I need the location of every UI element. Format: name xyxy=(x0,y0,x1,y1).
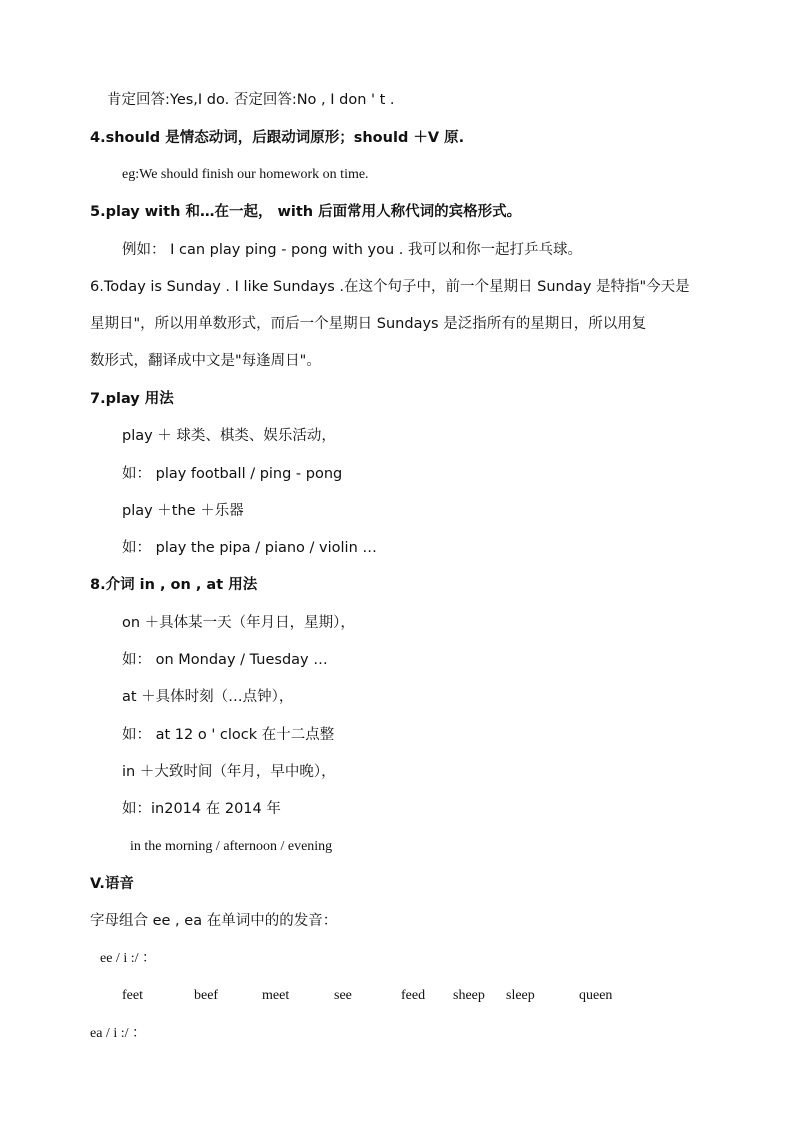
section-5-heading: 5.play with 和…在一起， with 后面常用人称代词的宾格形式。 xyxy=(90,204,522,220)
affirmative-negative-answer-line: 肯定回答:Yes,I do. 否定回答:No , I don ' t . xyxy=(107,92,395,108)
example-play-with: 例如： I can play ping - pong with you . 我可以和你一起打乒乓球。 xyxy=(122,242,582,258)
section-4-heading: 4.should 是情态动词，后跟动词原形；should ＋V 原. xyxy=(90,130,465,146)
in-example-year: 如：in2014 在 2014 年 xyxy=(122,801,281,817)
on-example: 如： on Monday / Tuesday … xyxy=(122,652,328,668)
word-feed: feed xyxy=(401,988,426,1003)
section-8-heading: 8.介词 in , on , at 用法 xyxy=(90,577,258,593)
word-see: see xyxy=(334,988,352,1003)
word-queen: queen xyxy=(579,988,613,1003)
ea-phonetic-label: ea / i :/ ： xyxy=(90,1026,146,1041)
ee-phonetic-label: ee / i :/ ： xyxy=(100,951,156,966)
in-rule: in ＋大致时间（年月，早中晚）， xyxy=(122,764,336,780)
play-ball-games-example: 如： play football / ping - pong xyxy=(122,466,343,482)
letter-combination-intro: 字母组合 ee , ea 在单词中的的发音： xyxy=(90,913,338,929)
word-meet: meet xyxy=(262,988,290,1003)
section-7-heading: 7.play 用法 xyxy=(90,391,174,407)
section-6-line-3: 数形式，翻译成中文是"每逢周日"。 xyxy=(90,353,321,369)
play-instruments-rule: play ＋the ＋乐器 xyxy=(122,503,244,519)
word-sheep: sheep xyxy=(453,988,485,1003)
in-example-times-of-day: in the morning / afternoon / evening xyxy=(130,839,333,854)
at-example: 如： at 12 o ' clock 在十二点整 xyxy=(122,727,335,743)
section-6-line-2: 星期日"，所以用单数形式，而后一个星期日 Sundays 是泛指所有的星期日，所以用复 xyxy=(90,316,647,332)
section-v-heading: V.语音 xyxy=(90,876,134,892)
word-sleep: sleep xyxy=(506,988,535,1003)
example-sentence-should: eg:We should finish our homework on time. xyxy=(122,167,369,182)
word-feet: feet xyxy=(122,988,143,1003)
on-rule: on ＋具体某一天（年月日，星期）， xyxy=(122,615,355,631)
word-beef: beef xyxy=(194,988,219,1003)
section-6-line-1: 6.Today is Sunday . I like Sundays .在这个句子中，前一个星期日 Sunday 是特指"今天是 xyxy=(90,279,690,295)
play-instruments-example: 如： play the pipa / piano / violin … xyxy=(122,540,377,556)
at-rule: at ＋具体时刻（…点钟）， xyxy=(122,689,294,705)
ee-word-list xyxy=(0,986,794,1006)
play-ball-games-rule: play ＋ 球类、棋类、娱乐活动， xyxy=(122,428,336,444)
